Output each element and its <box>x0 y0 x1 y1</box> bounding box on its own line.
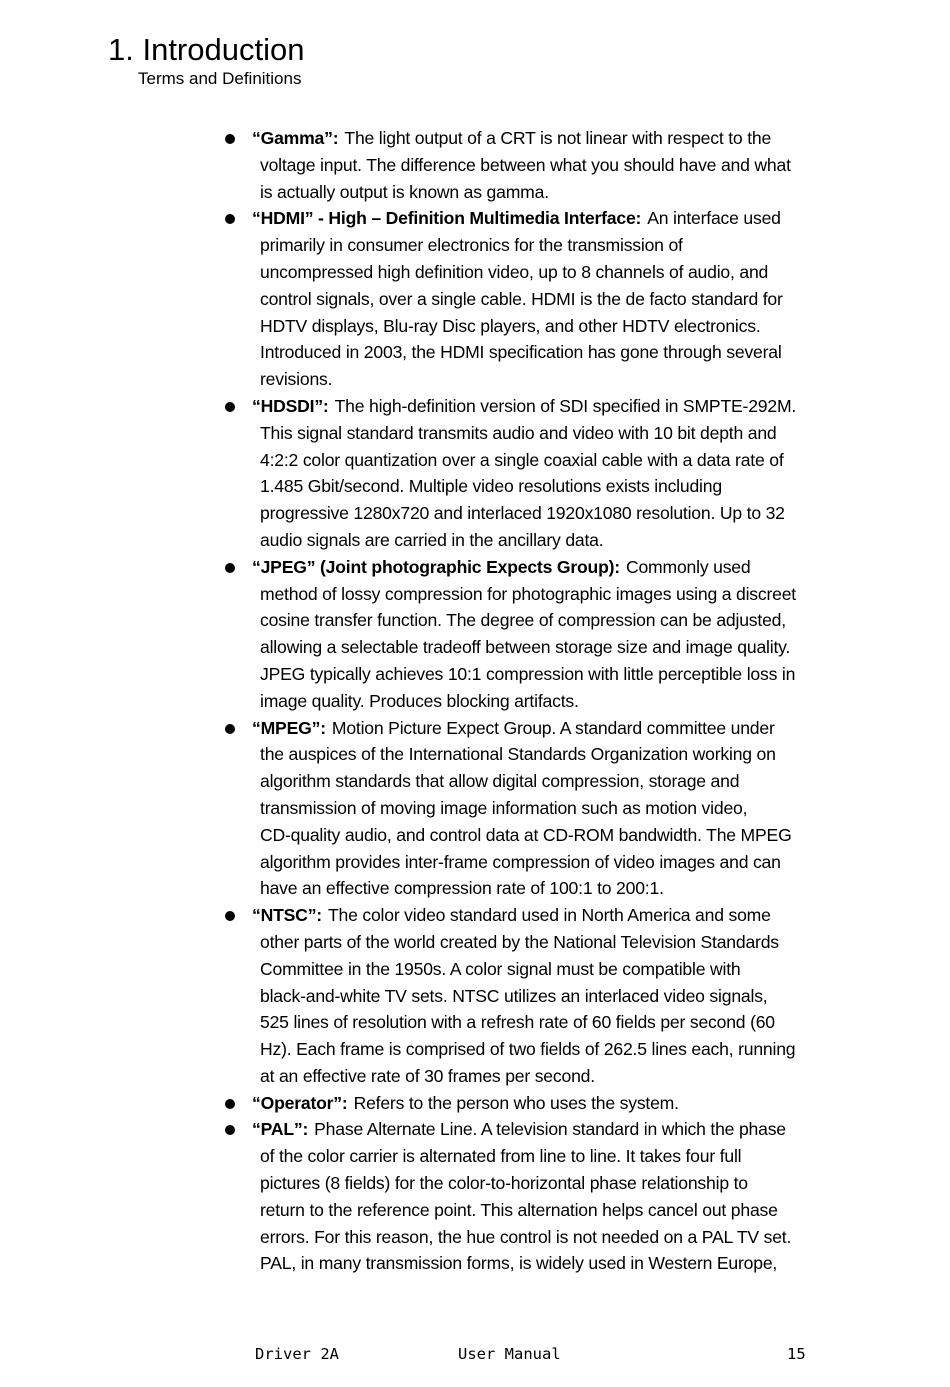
definition-text-line: progressive 1280x720 and interlaced 1920x1080 resolution. Up to 32 <box>260 503 785 524</box>
definition-text-line: The color video standard used in North America and some <box>327 905 771 926</box>
definition-text-line: is actually output is known as gamma. <box>260 181 549 202</box>
bullet-icon <box>225 1125 235 1135</box>
definition-text-line: JPEG typically achieves 10:1 compression with little perceptible loss in <box>260 663 796 684</box>
bullet-icon <box>225 402 235 412</box>
term-label: “HDMI” - High – Definition Multimedia Interface: <box>252 208 642 229</box>
term-label: “PAL”: <box>252 1119 309 1140</box>
term-label: “Operator”: <box>252 1092 348 1113</box>
definition-text-line: Committee in the 1950s. A color signal must be compatible with <box>260 958 741 979</box>
definition-text-line: of the color carrier is alternated from line to line. It takes four full <box>260 1146 742 1167</box>
definition-item <box>218 393 830 554</box>
definition-text-line: Refers to the person who uses the system. <box>353 1092 679 1113</box>
definition-text-line: HDTV displays, Blu-ray Disc players, and other HDTV electronics. <box>260 315 761 336</box>
definition-text-line: 1.485 Gbit/second. Multiple video resolutions exists including <box>260 476 722 497</box>
definition-item <box>218 902 830 1090</box>
definition-item <box>218 205 830 393</box>
definition-text-line: at an effective rate of 30 frames per second. <box>260 1065 595 1086</box>
definition-text-line: 525 lines of resolution with a refresh rate of 60 fields per second (60 <box>260 1012 775 1033</box>
definition-text-line: algorithm provides inter-frame compression of video images and can <box>260 851 781 872</box>
term-label: “Gamma”: <box>252 128 339 148</box>
bullet-icon <box>225 911 235 921</box>
definition-text-line: method of lossy compression for photographic images using a discreet <box>260 583 796 604</box>
definition-text-line: cosine transfer function. The degree of compression can be adjusted, <box>260 610 786 631</box>
definition-text-line: Phase Alternate Line. A television standard in which the phase <box>314 1119 786 1140</box>
definition-text-line: Commonly used <box>625 556 751 577</box>
definition-text-line: uncompressed high definition video, up to 8 channels of audio, and <box>260 261 769 282</box>
definition-text-line: errors. For this reason, the hue control is not needed on a PAL TV set. <box>260 1226 792 1247</box>
definition-list <box>218 125 830 1277</box>
definition-text-line: revisions. <box>260 369 333 390</box>
definition-text-line: pictures (8 fields) for the color-to-horizontal phase relationship to <box>260 1173 748 1194</box>
definition-text-line: Introduced in 2003, the HDMI specification has gone through several <box>260 342 782 363</box>
footer-page-number: 15 <box>787 1345 806 1363</box>
section-subheading: Terms and Definitions <box>138 69 302 88</box>
definition-text-line: audio signals are carried in the ancillary data. <box>260 529 604 550</box>
definition-text-line: image quality. Produces blocking artifacts. <box>260 690 579 711</box>
definition-item <box>218 1116 830 1277</box>
bullet-icon <box>225 563 235 573</box>
term-label: “NTSC”: <box>252 905 322 926</box>
term-label: “JPEG” (Joint photographic Expects Group): <box>252 556 620 577</box>
definition-text-line: primarily in consumer electronics for the transmission of <box>260 235 683 256</box>
definition-item <box>218 554 830 715</box>
definition-text-line: allowing a selectable tradeoff between storage size and image quality. <box>260 637 791 658</box>
bullet-icon <box>225 1099 235 1109</box>
definition-text-line: the auspices of the International Standards Organization working on <box>260 744 776 765</box>
footer-product: Driver 2A <box>255 1345 339 1363</box>
definition-text-line: Hz). Each frame is comprised of two fields of 262.5 lines each, running <box>260 1039 796 1060</box>
definition-text-line: The light output of a CRT is not linear with respect to the <box>344 128 772 148</box>
definition-text-line: An interface used <box>647 208 781 229</box>
bullet-icon <box>225 724 235 734</box>
definition-item <box>218 715 830 903</box>
definition-item <box>218 125 830 205</box>
definition-text-line: return to the reference point. This alternation helps cancel out phase <box>260 1199 778 1220</box>
section-heading: 1. Introduction <box>108 32 305 67</box>
definition-text-line: control signals, over a single cable. HDMI is the de facto standard for <box>260 288 783 309</box>
definition-text-line: black-and-white TV sets. NTSC utilizes an interlaced video signals, <box>260 985 768 1006</box>
definition-text-line: CD-quality audio, and control data at CD-ROM bandwidth. The MPEG <box>260 824 792 845</box>
definition-text-line: This signal standard transmits audio and video with 10 bit depth and <box>260 422 777 443</box>
definition-text-line: voltage input. The difference between what you should have and what <box>260 154 791 175</box>
definition-text-line: Motion Picture Expect Group. A standard committee under <box>331 717 775 738</box>
term-label: “HDSDI”: <box>252 395 329 416</box>
definition-text-line: 4:2:2 color quantization over a single coaxial cable with a data rate of <box>260 449 784 470</box>
bullet-icon <box>225 134 235 144</box>
definition-item <box>218 1090 830 1117</box>
definition-text-line: have an effective compression rate of 100:1 to 200:1. <box>260 878 664 899</box>
term-label: “MPEG”: <box>252 717 326 738</box>
definition-text-line: The high-definition version of SDI specified in SMPTE-292M. <box>334 395 797 416</box>
definition-text-line: other parts of the world created by the National Television Standards <box>260 931 779 952</box>
definition-text-line: algorithm standards that allow digital compression, storage and <box>260 771 740 792</box>
definition-text-line: transmission of moving image information such as motion video, <box>260 797 748 818</box>
bullet-icon <box>225 214 235 224</box>
definition-text-line: PAL, in many transmission forms, is widely used in Western Europe, <box>260 1253 778 1274</box>
footer-doc-type: User Manual <box>458 1345 561 1363</box>
